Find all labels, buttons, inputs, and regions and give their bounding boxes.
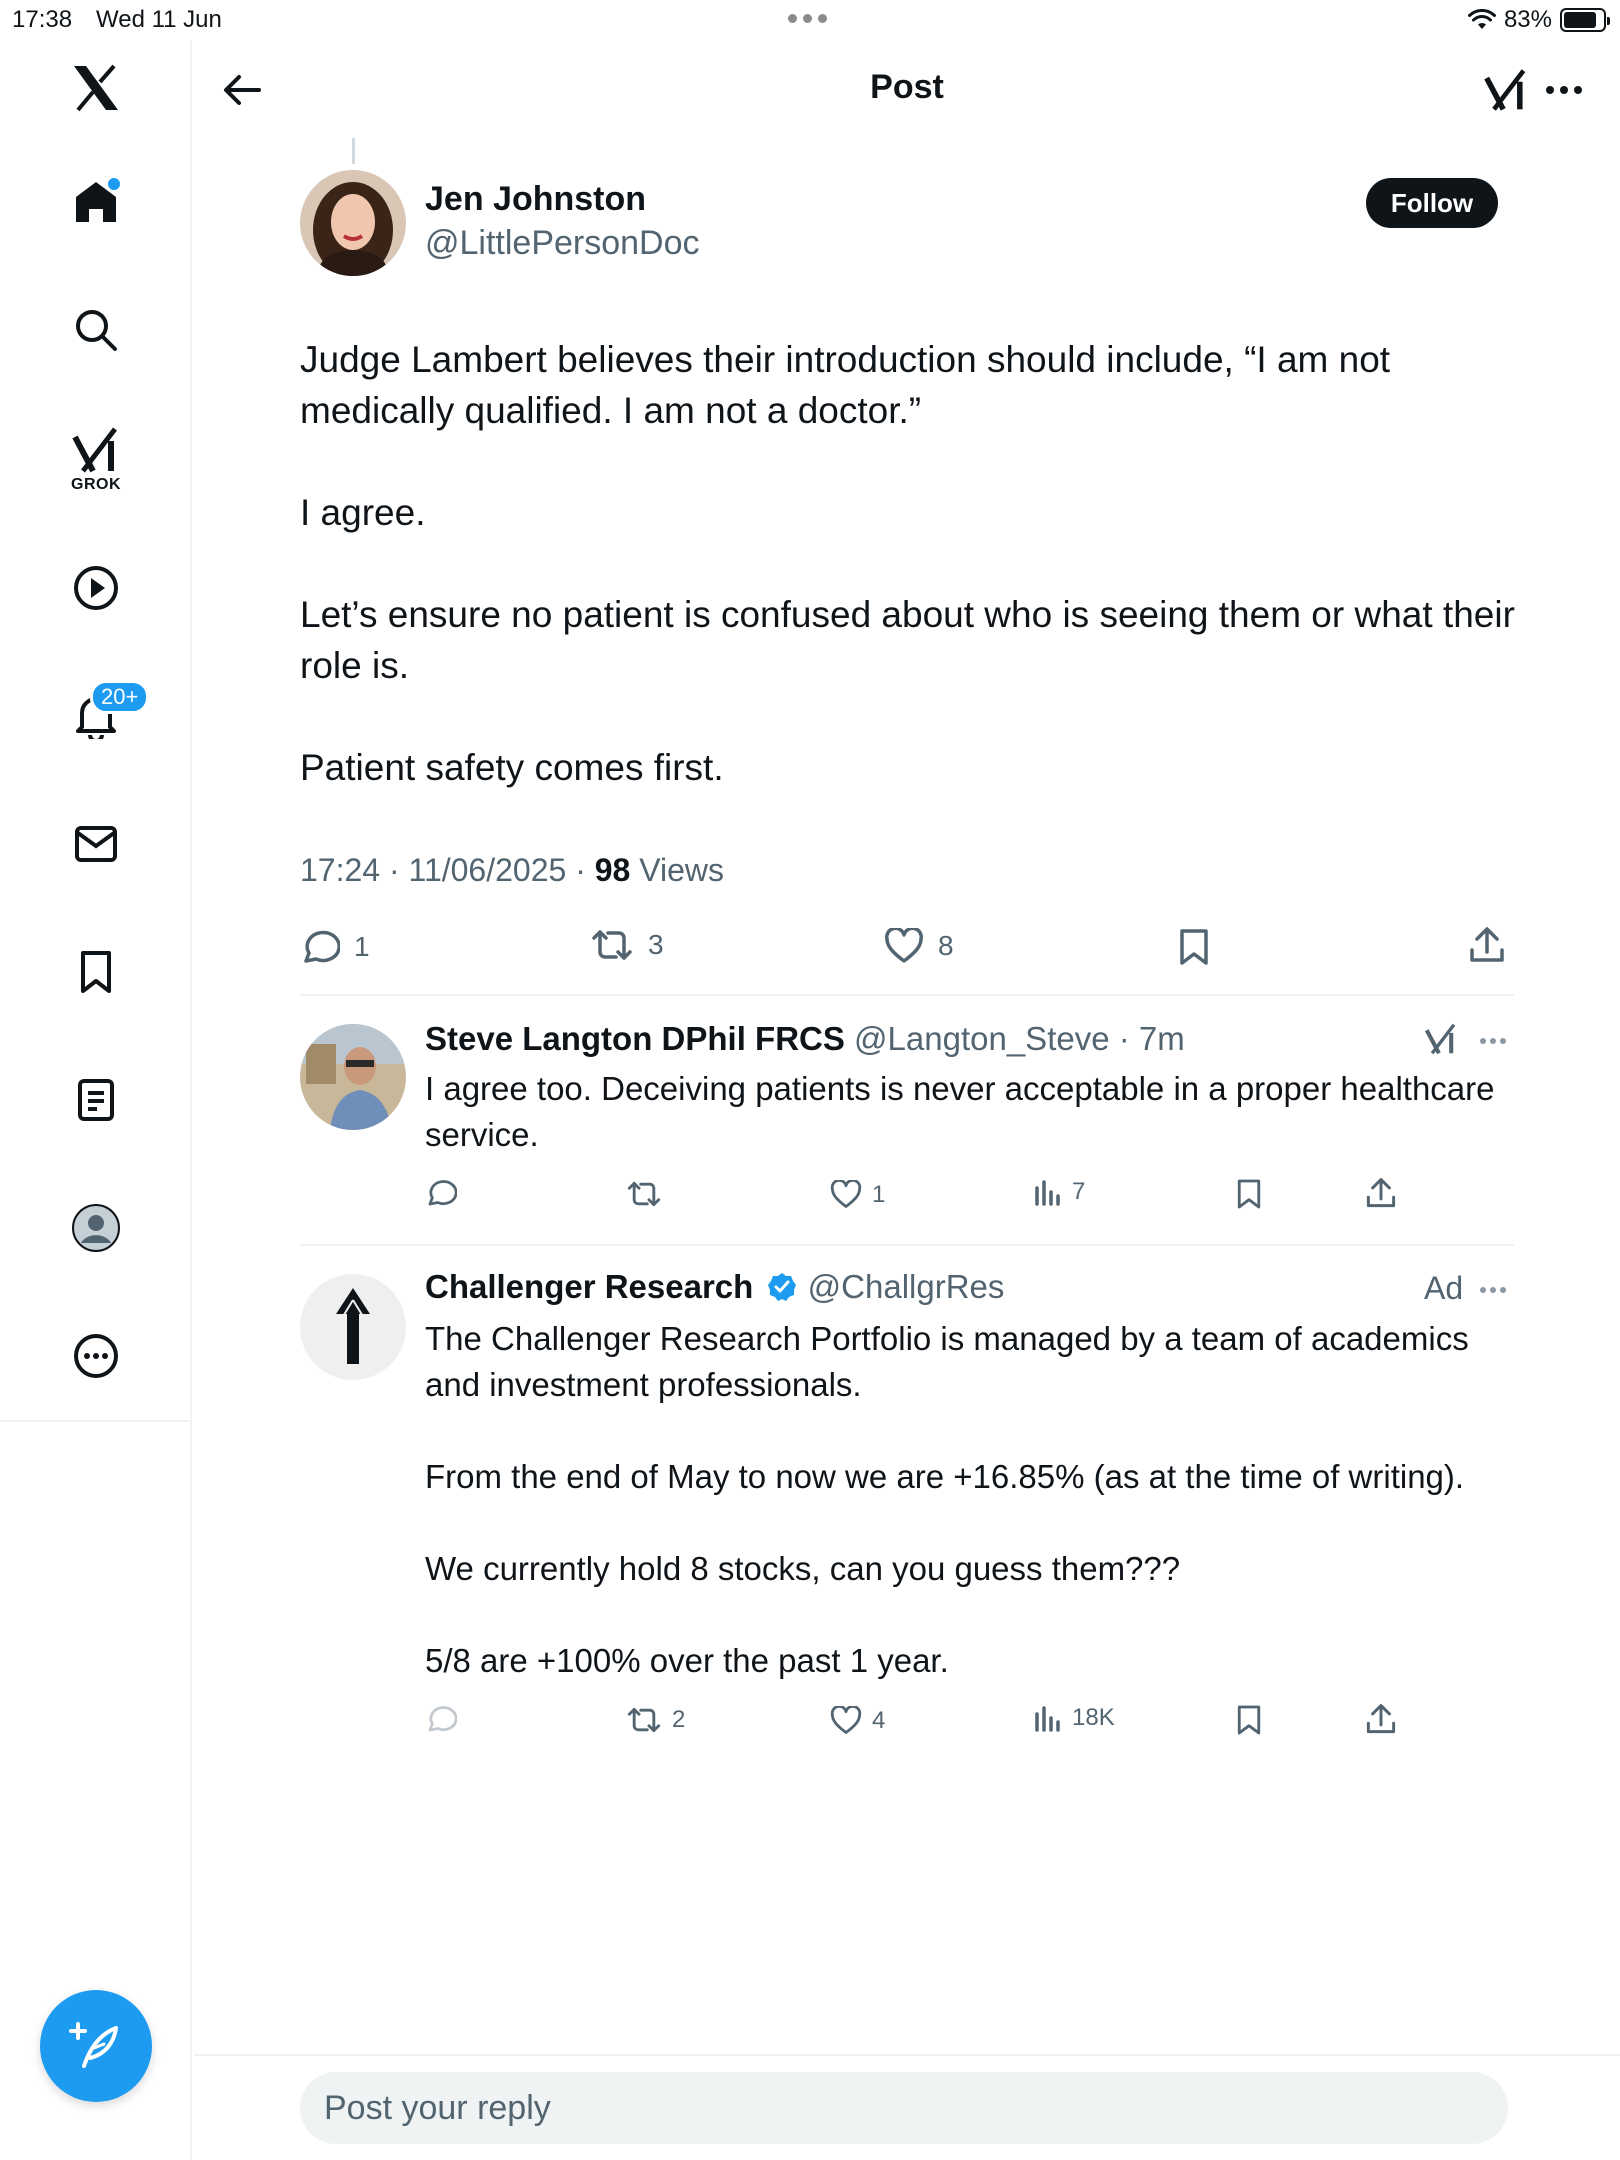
verified-badge-icon: [766, 1271, 798, 1303]
post-timestamp[interactable]: 17:24 · 11/06/2025 ·: [300, 852, 595, 888]
home-unread-dot: [108, 178, 120, 190]
ad-author-handle[interactable]: @ChallgrRes: [807, 1268, 1005, 1305]
reply-count: 1: [354, 931, 370, 962]
compose-feather-icon: [68, 2018, 124, 2074]
mail-icon: [74, 825, 118, 863]
notifications-badge: 20+: [90, 680, 149, 714]
sidebar-item-more[interactable]: [56, 1316, 136, 1396]
post-paragraph: I agree.: [300, 492, 426, 533]
repost-button[interactable]: [590, 928, 664, 962]
status-time: 17:38: [12, 6, 73, 33]
views-button[interactable]: [1034, 1704, 1115, 1732]
bookmark-icon: [1178, 928, 1210, 966]
views-button[interactable]: [1034, 1178, 1085, 1206]
divider: [300, 994, 1514, 996]
repost-count: 2: [672, 1706, 686, 1733]
ad-text: [425, 1316, 1515, 1684]
sidebar-item-profile[interactable]: [56, 1188, 136, 1268]
ad-paragraph: 5/8 are +100% over the past 1 year.: [425, 1642, 949, 1679]
repost-icon: [626, 1180, 662, 1208]
ad-avatar[interactable]: [300, 1274, 406, 1380]
post-text: [300, 334, 1530, 844]
ad-label: Ad: [1424, 1270, 1464, 1306]
compose-button[interactable]: [40, 1990, 152, 2102]
reply-paragraph: I agree too. Deceiving patients is never acceptable in a proper healthcare service.: [425, 1070, 1495, 1153]
repost-icon: [590, 928, 634, 962]
more-options-button[interactable]: [1536, 62, 1592, 118]
sidebar-item-home[interactable]: [56, 162, 136, 242]
share-icon: [1365, 1703, 1397, 1735]
wifi-icon: [1468, 9, 1496, 31]
views-label: Views: [630, 852, 724, 888]
thread-line: [352, 138, 355, 164]
ad-header: [425, 1268, 1004, 1306]
list-icon: [77, 1078, 115, 1122]
like-button[interactable]: [884, 928, 954, 964]
reply-button[interactable]: [300, 928, 370, 966]
heart-icon: [830, 1180, 862, 1209]
author-name[interactable]: Jen Johnston: [425, 180, 647, 218]
views-count: 98: [594, 852, 631, 888]
like-button[interactable]: [830, 1180, 885, 1209]
share-button[interactable]: [1365, 1177, 1397, 1209]
bookmark-button[interactable]: [1236, 1178, 1262, 1210]
ad-paragraph: We currently hold 8 stocks, can you guess them???: [425, 1550, 1181, 1587]
multitasking-dots-icon[interactable]: [788, 14, 827, 23]
sidebar: [0, 40, 192, 2160]
grok-icon: [1424, 1022, 1458, 1056]
x-logo-icon[interactable]: [56, 48, 136, 128]
like-count: 8: [938, 930, 954, 961]
more-options-icon[interactable]: [1480, 1038, 1506, 1044]
heart-icon: [830, 1706, 862, 1735]
reply-button[interactable]: [425, 1178, 457, 1208]
battery-percent: 83%: [1503, 6, 1552, 33]
grok-button[interactable]: [1478, 62, 1534, 118]
more-horizontal-icon: [1545, 85, 1583, 95]
bookmark-icon: [1236, 1704, 1262, 1736]
grok-icon: [1483, 68, 1529, 112]
sidebar-item-grok[interactable]: [56, 418, 136, 498]
author-handle[interactable]: @LittlePersonDoc: [425, 224, 700, 262]
share-button[interactable]: [1468, 926, 1506, 964]
sidebar-item-bookmarks[interactable]: [56, 932, 136, 1012]
bookmark-icon: [78, 950, 114, 994]
reply-icon: [425, 1178, 457, 1208]
divider: [300, 1244, 1514, 1246]
sidebar-divider: [0, 1420, 192, 1422]
views-chart-icon: [1034, 1704, 1062, 1732]
status-right: [1468, 6, 1606, 34]
ad-paragraph: From the end of May to now we are +16.85% (as at the time of writing).: [425, 1458, 1465, 1495]
more-options-icon[interactable]: [1480, 1287, 1506, 1293]
grok-icon: [71, 427, 121, 473]
sidebar-item-notifications[interactable]: [56, 676, 139, 756]
post-paragraph: Let’s ensure no patient is confused about who is seeing them or what their role is.: [300, 594, 1515, 686]
repost-button[interactable]: [626, 1180, 662, 1208]
grok-label: GROK: [71, 476, 121, 493]
bookmark-button[interactable]: [1178, 928, 1210, 966]
post-header: [194, 40, 1620, 140]
like-count: 4: [872, 1706, 886, 1734]
reply-button[interactable]: [425, 1704, 457, 1734]
reply-icon: [300, 928, 340, 966]
reply-author-name[interactable]: Steve Langton DPhil FRCS: [425, 1020, 845, 1057]
like-count: 1: [872, 1180, 886, 1208]
sidebar-item-search[interactable]: [56, 290, 136, 370]
heart-icon: [884, 928, 924, 964]
bookmark-button[interactable]: [1236, 1704, 1262, 1736]
reply-text: [425, 1066, 1515, 1158]
sidebar-item-lists[interactable]: [56, 1060, 136, 1140]
share-icon: [1468, 926, 1506, 964]
views-count: 18K: [1072, 1704, 1115, 1731]
post-meta: [300, 852, 724, 889]
views-chart-icon: [1034, 1178, 1062, 1206]
post-paragraph: Patient safety comes first.: [300, 747, 724, 788]
reply-composer: [194, 2054, 1620, 2160]
avatar-icon: [71, 1203, 121, 1253]
sidebar-item-video[interactable]: [56, 548, 136, 628]
repost-icon: [626, 1706, 662, 1734]
follow-button[interactable]: Follow: [1366, 178, 1498, 228]
more-circle-icon: [73, 1333, 119, 1379]
sidebar-item-messages[interactable]: [56, 804, 136, 884]
reply-avatar[interactable]: [300, 1024, 406, 1130]
author-avatar[interactable]: [300, 170, 406, 276]
grok-button[interactable]: [1424, 1022, 1458, 1061]
bookmark-icon: [1236, 1178, 1262, 1210]
repost-count: 3: [648, 929, 664, 960]
search-icon: [74, 308, 118, 352]
reply-header: [425, 1020, 1185, 1058]
post-paragraph: Judge Lambert believes their introduction should include, “I am not medically qualified. I am not a doctor.”: [300, 339, 1391, 431]
reply-author-handle[interactable]: @Langton_Steve · 7m: [854, 1020, 1185, 1057]
share-icon: [1365, 1177, 1397, 1209]
reply-icon: [425, 1704, 457, 1734]
battery-icon: [1560, 8, 1606, 32]
share-button[interactable]: [1365, 1703, 1397, 1735]
page-title: Post: [870, 68, 944, 106]
ad-author-name[interactable]: Challenger Research: [425, 1268, 754, 1305]
status-bar: [0, 0, 1620, 40]
views-count: 7: [1072, 1178, 1086, 1205]
ad-paragraph: The Challenger Research Portfolio is managed by a team of academics and investment professionals.: [425, 1320, 1469, 1403]
reply-input[interactable]: Post your reply: [300, 2072, 1508, 2144]
play-icon: [73, 565, 119, 611]
repost-button[interactable]: [626, 1706, 685, 1734]
status-date: Wed 11 Jun: [96, 6, 222, 33]
like-button[interactable]: [830, 1706, 885, 1735]
